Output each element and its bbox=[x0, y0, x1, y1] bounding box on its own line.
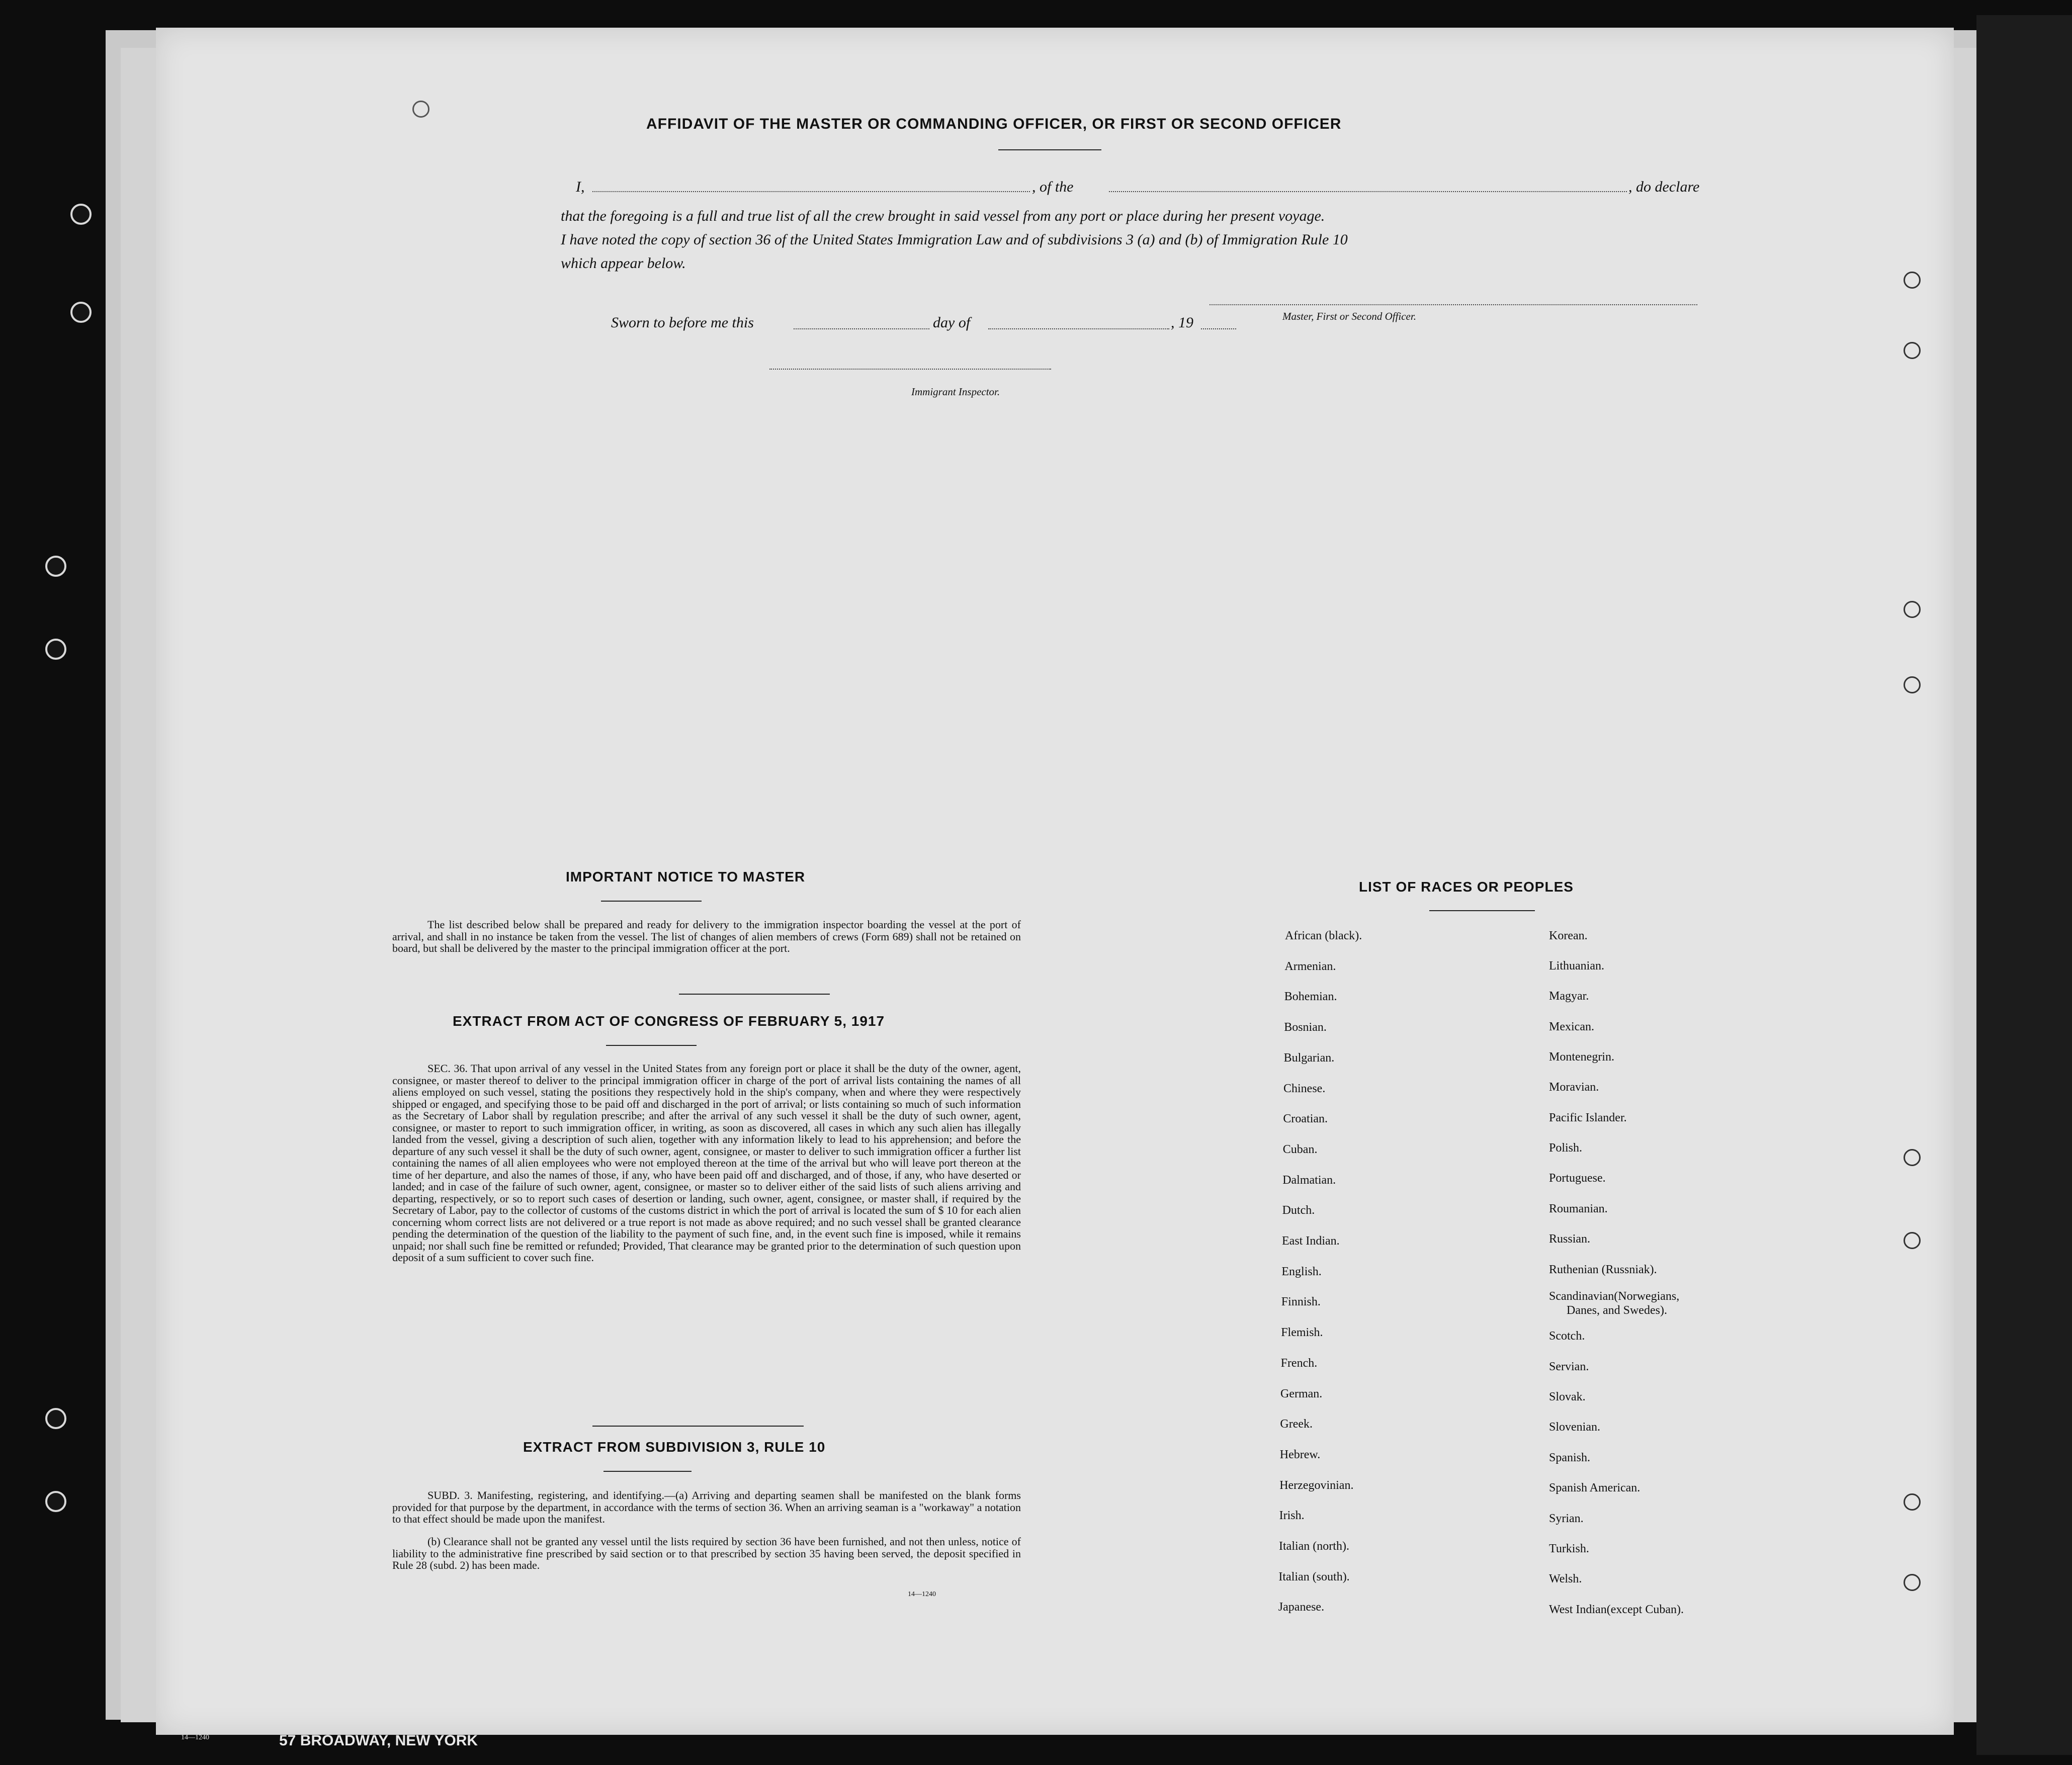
notice-title: IMPORTANT NOTICE TO MASTER bbox=[566, 869, 806, 885]
affidavit-title: AFFIDAVIT OF THE MASTER OR COMMANDING OFFICER, OR FIRST OR SECOND OFFICER bbox=[646, 116, 1342, 132]
race-item: Danes, and Swedes). bbox=[1567, 1304, 1667, 1317]
vessel-blank[interactable] bbox=[1109, 191, 1627, 192]
race-item: Bohemian. bbox=[1284, 990, 1337, 1004]
race-item: German. bbox=[1280, 1387, 1323, 1400]
race-item: Dalmatian. bbox=[1282, 1173, 1336, 1187]
affidavit-line3: I have noted the copy of section 36 of the United States Immigration Law and of subdivisions 3 (a) and (b) of Immigration Rule 10 bbox=[561, 231, 1348, 248]
section-divider bbox=[679, 994, 830, 995]
race-item: Italian (north). bbox=[1279, 1540, 1349, 1553]
punch-hole bbox=[1904, 1574, 1921, 1591]
day-blank[interactable] bbox=[794, 328, 929, 329]
race-item: Portuguese. bbox=[1549, 1172, 1606, 1185]
footer-code: 14—1240 bbox=[181, 1734, 209, 1741]
affidavit-line2: that the foregoing is a full and true list of all the crew brought in said vessel from any port or place during her present voyage. bbox=[561, 208, 1325, 224]
form-sheet bbox=[156, 28, 1954, 1735]
punch-hole bbox=[412, 101, 429, 118]
punch-hole bbox=[1904, 676, 1921, 693]
punch-hole bbox=[1904, 1149, 1921, 1166]
punch-hole bbox=[1904, 342, 1921, 359]
binder-hole bbox=[45, 556, 66, 577]
race-item: Bulgarian. bbox=[1283, 1051, 1335, 1065]
notice-underline bbox=[601, 901, 702, 902]
race-item: Dutch. bbox=[1282, 1204, 1315, 1217]
race-item: Welsh. bbox=[1549, 1572, 1582, 1585]
race-item: Lithuanian. bbox=[1549, 959, 1604, 973]
punch-hole bbox=[1904, 1232, 1921, 1249]
race-item: Bosnian. bbox=[1284, 1021, 1327, 1034]
extract-act-title: EXTRACT FROM ACT OF CONGRESS OF FEBRUARY 5, 1917 bbox=[453, 1013, 885, 1029]
race-item: Slovenian. bbox=[1549, 1421, 1600, 1434]
race-item: Syrian. bbox=[1549, 1512, 1584, 1525]
race-item: Turkish. bbox=[1549, 1542, 1589, 1555]
inspector-caption: Immigrant Inspector. bbox=[911, 386, 1000, 398]
race-item: Hebrew. bbox=[1279, 1448, 1321, 1461]
race-item: Greek. bbox=[1280, 1418, 1313, 1431]
rule-para-a: SUBD. 3. Manifesting, registering, and identifying.—(a) Arriving and departing seamen shall be manifested on the blank forms provided for that purpose by the department, in accordance with the terms of section 36. When an arriving seaman is a "workaway" a notation to that effect should be made upon the manifest. bbox=[392, 1489, 1021, 1525]
rule-para-b: (b) Clearance shall not be granted any vessel until the lists required by section 36 have been furnished, and not then unless, notice of liability to the administrative fine prescribed by said section or to that prescribed by section 35 having been served, the deposit specified in Rule 28 (subd. 2) has been made. bbox=[392, 1535, 1021, 1571]
race-item: Mexican. bbox=[1549, 1020, 1594, 1033]
punch-hole bbox=[1904, 601, 1921, 618]
footer-address: 57 BROADWAY, NEW YORK bbox=[279, 1732, 478, 1749]
race-item: Montenegrin. bbox=[1549, 1050, 1614, 1064]
race-item: Croatian. bbox=[1283, 1112, 1328, 1126]
title-underline bbox=[998, 149, 1101, 150]
race-item: Pacific Islander. bbox=[1549, 1111, 1627, 1124]
affidavit-i: I, bbox=[576, 179, 585, 195]
race-item: Korean. bbox=[1549, 929, 1588, 942]
notice-body: The list described below shall be prepared and ready for delivery to the immigration inspector boarding the vessel at the port of arrival, and shall in no instance be taken from the vessel. The list of changes of alien members of crews (Form 689) shall not be retained on board, but shall be delivered by the master to the principal immigration officer at the port. bbox=[392, 918, 1021, 954]
race-item: Magyar. bbox=[1549, 990, 1589, 1003]
binder-hole bbox=[45, 639, 66, 660]
race-item: Polish. bbox=[1549, 1141, 1583, 1155]
race-item: Flemish. bbox=[1281, 1326, 1323, 1340]
affidavit-of-the: , of the bbox=[1032, 179, 1074, 195]
section-divider bbox=[592, 1426, 804, 1427]
master-signature-blank[interactable] bbox=[1210, 304, 1697, 305]
race-item: French. bbox=[1280, 1356, 1318, 1370]
extract-act-underline bbox=[606, 1045, 697, 1046]
extract-rule-underline bbox=[603, 1471, 692, 1472]
race-item: Armenian. bbox=[1284, 959, 1336, 973]
binder-hole bbox=[45, 1491, 66, 1512]
race-item: Scotch. bbox=[1549, 1330, 1585, 1343]
race-item: African (black). bbox=[1285, 929, 1362, 942]
race-item: East Indian. bbox=[1282, 1234, 1340, 1248]
affidavit-line4: which appear below. bbox=[561, 255, 686, 272]
race-item: Moravian. bbox=[1549, 1081, 1599, 1094]
race-item: Scandinavian(Norwegians, bbox=[1549, 1290, 1680, 1303]
races-underline bbox=[1429, 910, 1535, 911]
punch-hole bbox=[1904, 1493, 1921, 1511]
races-title: LIST OF RACES OR PEOPLES bbox=[1359, 879, 1574, 895]
race-item: Ruthenian (Russniak). bbox=[1549, 1263, 1657, 1276]
section-36-text: SEC. 36. That upon arrival of any vessel in the United States from any foreign port or place it shall be the duty of the owner, agent, consignee, or master thereof to deliver to the principal immigration officer in charge of the port of arrival lists containing the names of all aliens employed on such vessel, stating the positions they respectively hold in the ship's company, when and where they were respectively shipped or engaged, and specifying those to be paid off and discharged in the port of arrival; or lists containing so much of such information as the Secretary of Labor shall by regulation prescribe; and after the arrival of any such vessel it shall be the duty of such owner, agent, consignee, or master to report to such immigration officer, in writing, as soon as discovered, all cases in which any such alien has illegally landed from the vessel, giving a description of such alien, together with any information likely to lead to his apprehension; and before the departure of any such vessel it shall be the duty of such owner, agent, consignee, or master to deliver to such immigration officer a further list containing the names of all alien employees who were not employed thereon at the time of the arrival but who will leave port thereon at the time of her departure, and also the names of those, if any, who have been paid off and discharged, and of those, if any, who have deserted or landed; and in case of the failure of such owner, agent, consignee, or master so to deliver either of the said lists of such aliens arriving and departing, respectively, or so to report such cases of desertion or landing, such owner, agent, consignee, or master shall, if required by the Secretary of Labor, pay to the collector of customs of the customs district in which the port of arrival is located the sum of $ 10 for each alien concerning whom correct lists are not delivered or a true report is not made as above required; and no such vessel shall be granted clearance pending the determination of the question of the liability to the payment of such fine, and, in the event such fine is imposed, while it remains unpaid; nor shall such fine be remitted or refunded; Provided, That clearance may be granted prior to the determination of such question upon deposit of a sum sufficient to cover such fine. bbox=[392, 1062, 1021, 1264]
race-item: Japanese. bbox=[1278, 1601, 1325, 1614]
race-item: Italian (south). bbox=[1278, 1570, 1350, 1583]
race-item: Spanish. bbox=[1549, 1451, 1591, 1464]
extract-rule-title: EXTRACT FROM SUBDIVISION 3, RULE 10 bbox=[523, 1439, 826, 1455]
binder-hole bbox=[70, 302, 92, 323]
year-blank[interactable] bbox=[1201, 328, 1236, 329]
race-item: English. bbox=[1281, 1265, 1322, 1278]
race-item: West Indian(except Cuban). bbox=[1549, 1603, 1684, 1616]
day-of: day of bbox=[933, 314, 971, 331]
binder-hole bbox=[45, 1408, 66, 1429]
race-item: Irish. bbox=[1279, 1509, 1305, 1523]
race-item: Herzegovinian. bbox=[1279, 1478, 1354, 1492]
binder-hole bbox=[70, 204, 92, 225]
race-item: Cuban. bbox=[1282, 1142, 1318, 1156]
name-blank[interactable] bbox=[592, 191, 1030, 192]
affidavit-do-declare: , do declare bbox=[1628, 179, 1700, 195]
punch-hole bbox=[1904, 272, 1921, 289]
master-caption: Master, First or Second Officer. bbox=[1282, 310, 1416, 322]
year-prefix: , 19 bbox=[1171, 314, 1193, 331]
race-item: Slovak. bbox=[1549, 1390, 1586, 1403]
race-item: Roumanian. bbox=[1549, 1202, 1608, 1215]
race-item: Finnish. bbox=[1281, 1295, 1321, 1309]
race-item: Russian. bbox=[1549, 1232, 1591, 1246]
binding-edge bbox=[1976, 15, 2072, 1755]
race-item: Servian. bbox=[1549, 1360, 1589, 1373]
race-item: Spanish American. bbox=[1549, 1481, 1641, 1494]
month-blank[interactable] bbox=[988, 328, 1169, 329]
race-item: Chinese. bbox=[1283, 1082, 1326, 1095]
form-code: 14—1240 bbox=[908, 1591, 936, 1598]
sworn-prefix: Sworn to before me this bbox=[611, 314, 754, 331]
inspector-signature-blank[interactable] bbox=[769, 369, 1051, 370]
